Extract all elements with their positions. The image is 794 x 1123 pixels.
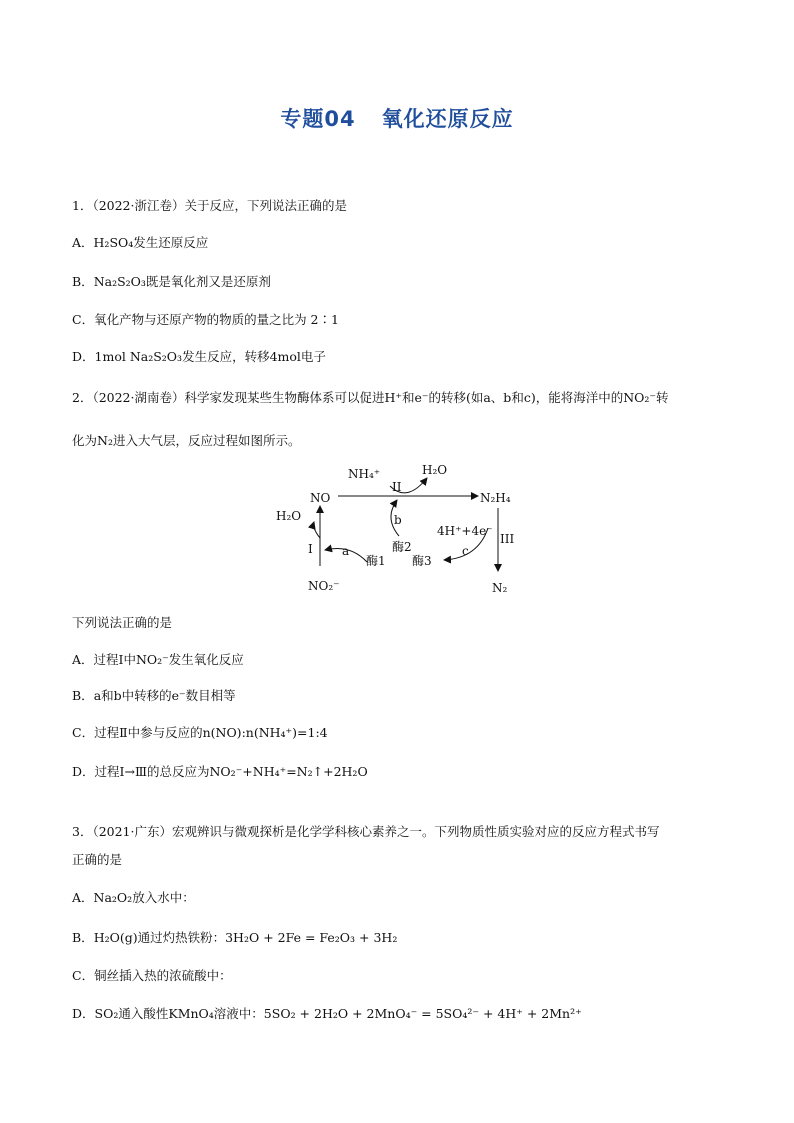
page-title: [0, 103, 794, 133]
q3-option-b: B．H₂O(g)通过灼热铁粉：3H₂O + 2Fe = Fe₂O₃ + 3H₂: [72, 930, 398, 945]
title-name: 氧化还原反应: [381, 107, 514, 131]
label-h-e: 4H⁺+4e⁻: [437, 524, 493, 538]
q2-stem-line2: 化为N₂进入大气层，反应过程如图所示。: [72, 433, 301, 448]
q3-option-c: C．铜丝插入热的浓硫酸中：: [72, 968, 232, 983]
label-enzyme3: 酶3: [412, 554, 432, 568]
label-h2o-top: H₂O: [422, 463, 448, 477]
q3-stem-line2: 正确的是: [72, 852, 123, 867]
q1-option-d: D．1mol Na₂S₂O₃发生反应，转移4mol电子: [72, 349, 326, 364]
q2-stem-line1: 2．（2022·湖南卷）科学家发现某些生物酶体系可以促进H⁺和e⁻的转移(如a、b和c)，能将海洋中的NO₂⁻转: [72, 390, 669, 405]
label-no2: NO₂⁻: [308, 579, 340, 593]
q1-option-a: A．H₂SO₄发生还原反应: [72, 235, 209, 250]
label-a: a: [342, 544, 350, 558]
q1-option-c: C．氧化产物与还原产物的物质的量之比为 2∶1: [72, 312, 339, 327]
label-enzyme1: 酶1: [366, 554, 386, 568]
label-ii: II: [392, 480, 402, 494]
label-c: c: [462, 544, 469, 558]
label-n2: N₂: [492, 581, 508, 595]
q2-option-d: D．过程Ⅰ→Ⅲ的总反应为NO₂⁻+NH₄⁺=N₂↑+2H₂O: [72, 764, 368, 779]
label-iii: III: [500, 532, 515, 546]
q3-stem-line1: 3．（2021·广东）宏观辨识与微观探析是化学学科核心素养之一。下列物质性质实验对应的反应方程式书写: [72, 824, 660, 839]
q1-stem: 1．（2022·浙江卷）关于反应，下列说法正确的是: [72, 198, 347, 213]
q1-option-b: B．Na₂S₂O₃既是氧化剂又是还原剂: [72, 274, 271, 289]
q2-option-b: B．a和b中转移的e⁻数目相等: [72, 688, 236, 703]
label-h2o-left: H₂O: [276, 509, 302, 523]
title-topic: 专题04: [280, 107, 356, 131]
q2-option-a: A．过程Ⅰ中NO₂⁻发生氧化反应: [72, 652, 244, 667]
label-enzyme2: 酶2: [392, 540, 412, 554]
q2-prompt: 下列说法正确的是: [72, 615, 173, 630]
q3-option-a: A．Na₂O₂放入水中：: [72, 890, 195, 905]
arrow-h2o-left: [314, 522, 320, 538]
q2-option-c: C．过程Ⅱ中参与反应的n(NO):n(NH₄⁺)=1:4: [72, 725, 328, 740]
label-i: I: [308, 542, 313, 556]
label-nh4: NH₄⁺: [348, 467, 381, 481]
label-no: NO: [310, 491, 331, 505]
reaction-diagram: [262, 458, 542, 603]
label-n2h4: N₂H₄: [480, 491, 511, 505]
label-b: b: [394, 513, 402, 527]
q3-option-d: D．SO₂通入酸性KMnO₄溶液中：5SO₂ + 2H₂O + 2MnO₄⁻ = 5SO₄²⁻ + 4H⁺ + 2Mn²⁺: [72, 1006, 582, 1021]
